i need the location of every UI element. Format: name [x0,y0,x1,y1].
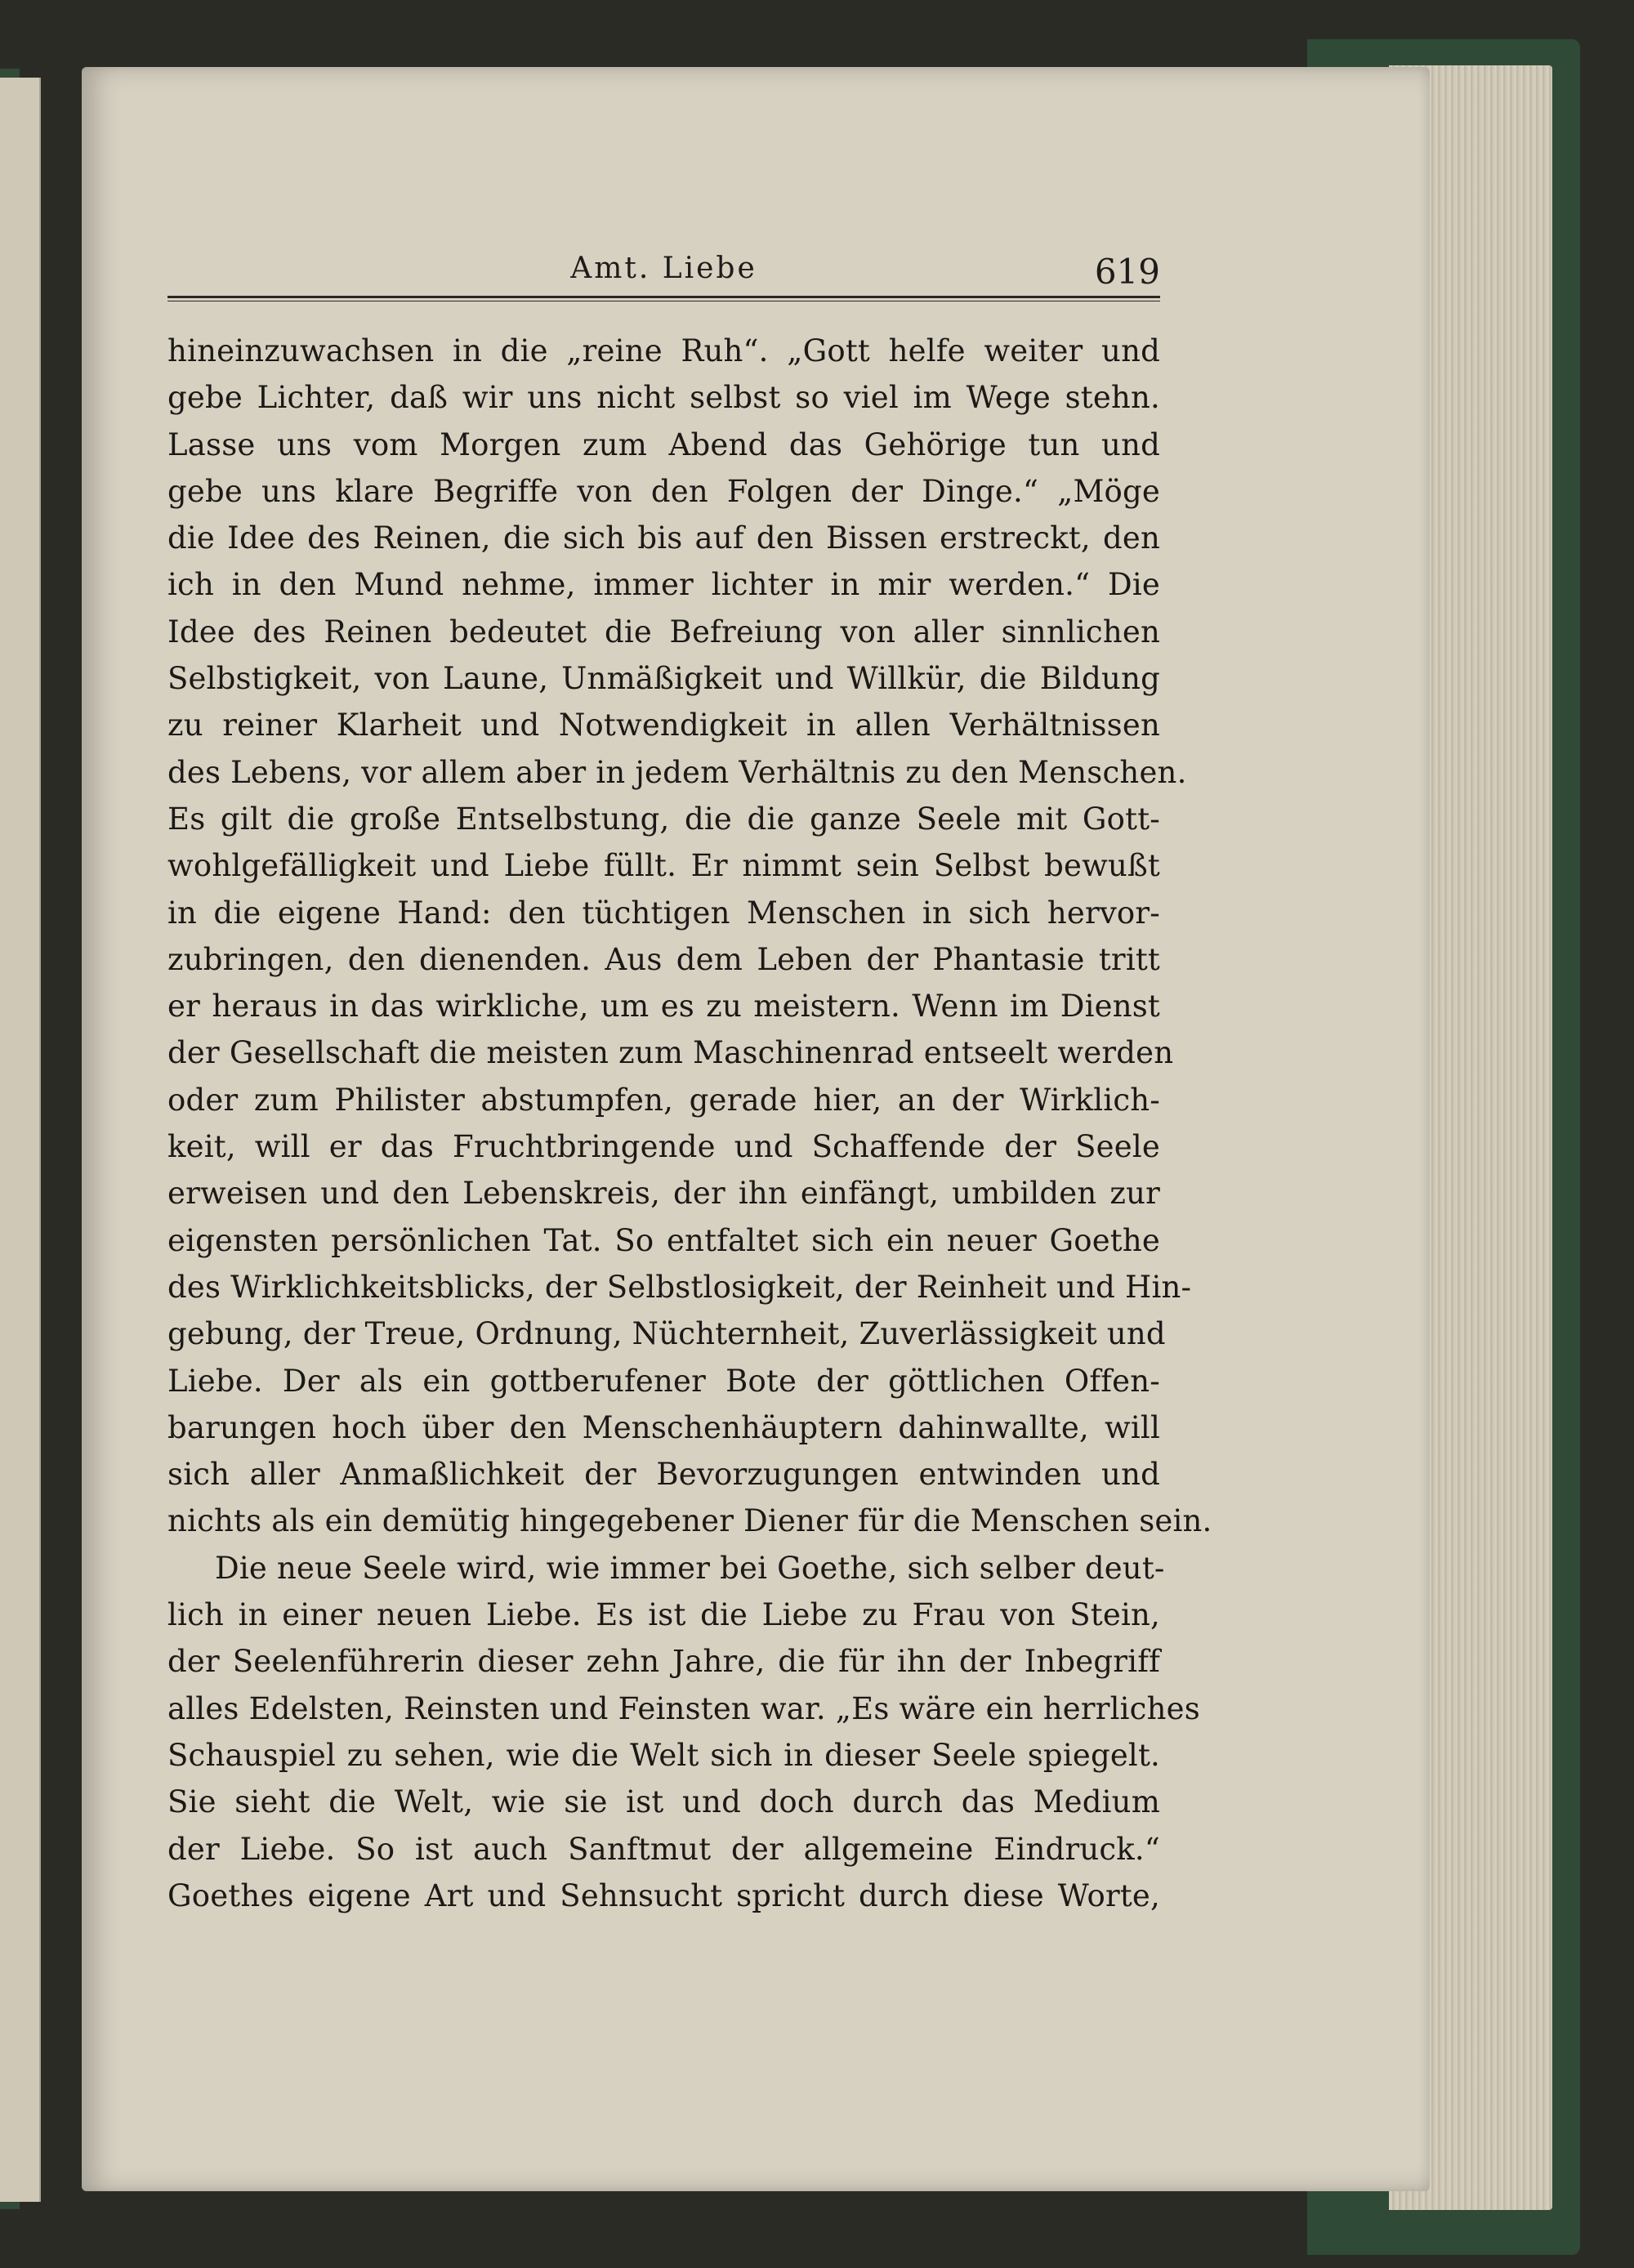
text-line: des Wirklichkeitsblicks, der Selbstlosigkeit, der Reinheit und Hin- [167,1269,1192,1305]
text-line: Schauspiel zu sehen, wie die Welt sich in dieser Seele spiegelt. [167,1737,1160,1773]
text-line: keit, will er das Fruchtbringende und Schaffende der Seele [167,1129,1160,1165]
text-line: Es gilt die große Entselbstung, die die ganze Seele mit Gott- [167,801,1160,837]
text-line: gebe uns klare Begriffe von den Folgen der Dinge.“ „Möge [167,473,1160,509]
text-line: Goethes eigene Art und Sehnsucht spricht durch diese Worte, [167,1877,1160,1913]
text-line: sich aller Anmaßlichkeit der Bevorzugungen entwinden und [167,1457,1160,1493]
text-line: Die neue Seele wird, wie immer bei Goethe, sich selber deut- [215,1550,1165,1586]
text-line: erweisen und den Lebenskreis, der ihn einfängt, umbilden zur [167,1176,1160,1212]
text-line: hineinzuwachsen in die „reine Ruh“. „Gott helfe weiter und [167,333,1160,368]
text-line: die Idee des Reinen, die sich bis auf den Bissen erstreckt, den [167,520,1160,556]
text-line: zubringen, den dienenden. Aus dem Leben der Phantasie tritt [167,941,1160,977]
text-line: barungen hoch über den Menschenhäuptern dahinwallte, will [167,1409,1160,1445]
text-line: der Gesellschaft die meisten zum Maschinenrad entseelt werden [167,1035,1174,1071]
text-line: Lasse uns vom Morgen zum Abend das Gehörige tun und [167,426,1160,462]
text-line: gebe Lichter, daß wir uns nicht selbst so viel im Wege stehn. [167,380,1160,416]
text-line: der Seelenführerin dieser zehn Jahre, die für ihn der Inbegriff [167,1644,1160,1680]
text-line: lich in einer neuen Liebe. Es ist die Liebe zu Frau von Stein, [167,1597,1160,1633]
text-line: Sie sieht die Welt, wie sie ist und doch durch das Medium [167,1784,1160,1820]
body-text [167,328,1212,1919]
text-line: Idee des Reinen bedeutet die Befreiung von aller sinnlichen [167,614,1160,650]
header-title: Amt. Liebe [570,252,757,285]
text-line: der Liebe. So ist auch Sanftmut der allgemeine Eindruck.“ [167,1831,1160,1867]
header-rule [167,296,1160,298]
text-line: des Lebens, vor allem aber in jedem Verhältnis zu den Menschen. [167,754,1187,790]
text-line: in die eigene Hand: den tüchtigen Menschen in sich hervor- [167,895,1160,931]
text-line: Liebe. Der als ein gottberufener Bote der göttlichen Offen- [167,1363,1160,1399]
text-line: ich in den Mund nehme, immer lichter in mir werden.“ Die [167,567,1160,603]
text-line: nichts als ein demütig hingegebener Diener für die Menschen sein. [167,1503,1212,1539]
page-number: 619 [1094,252,1160,292]
text-line: alles Edelsten, Reinsten und Feinsten war. „Es wäre ein herrliches [167,1690,1200,1726]
text-line: Selbstigkeit, von Laune, Unmäßigkeit und Willkür, die Bildung [167,661,1160,697]
text-line: wohlgefälligkeit und Liebe füllt. Er nimmt sein Selbst bewußt [167,848,1160,884]
running-head [167,245,1160,310]
previous-page-edge [0,78,41,2202]
text-line: er heraus in das wirkliche, um es zu meistern. Wenn im Dienst [167,989,1160,1025]
text-line: eigensten persönlichen Tat. So entfaltet sich ein neuer Goethe [167,1222,1160,1258]
text-line: zu reiner Klarheit und Notwendigkeit in allen Verhältnissen [167,708,1160,743]
text-line: oder zum Philister abstumpfen, gerade hier, an der Wirklich- [167,1082,1160,1118]
text-line: gebung, der Treue, Ordnung, Nüchternheit, Zuverlässigkeit und [167,1316,1166,1352]
